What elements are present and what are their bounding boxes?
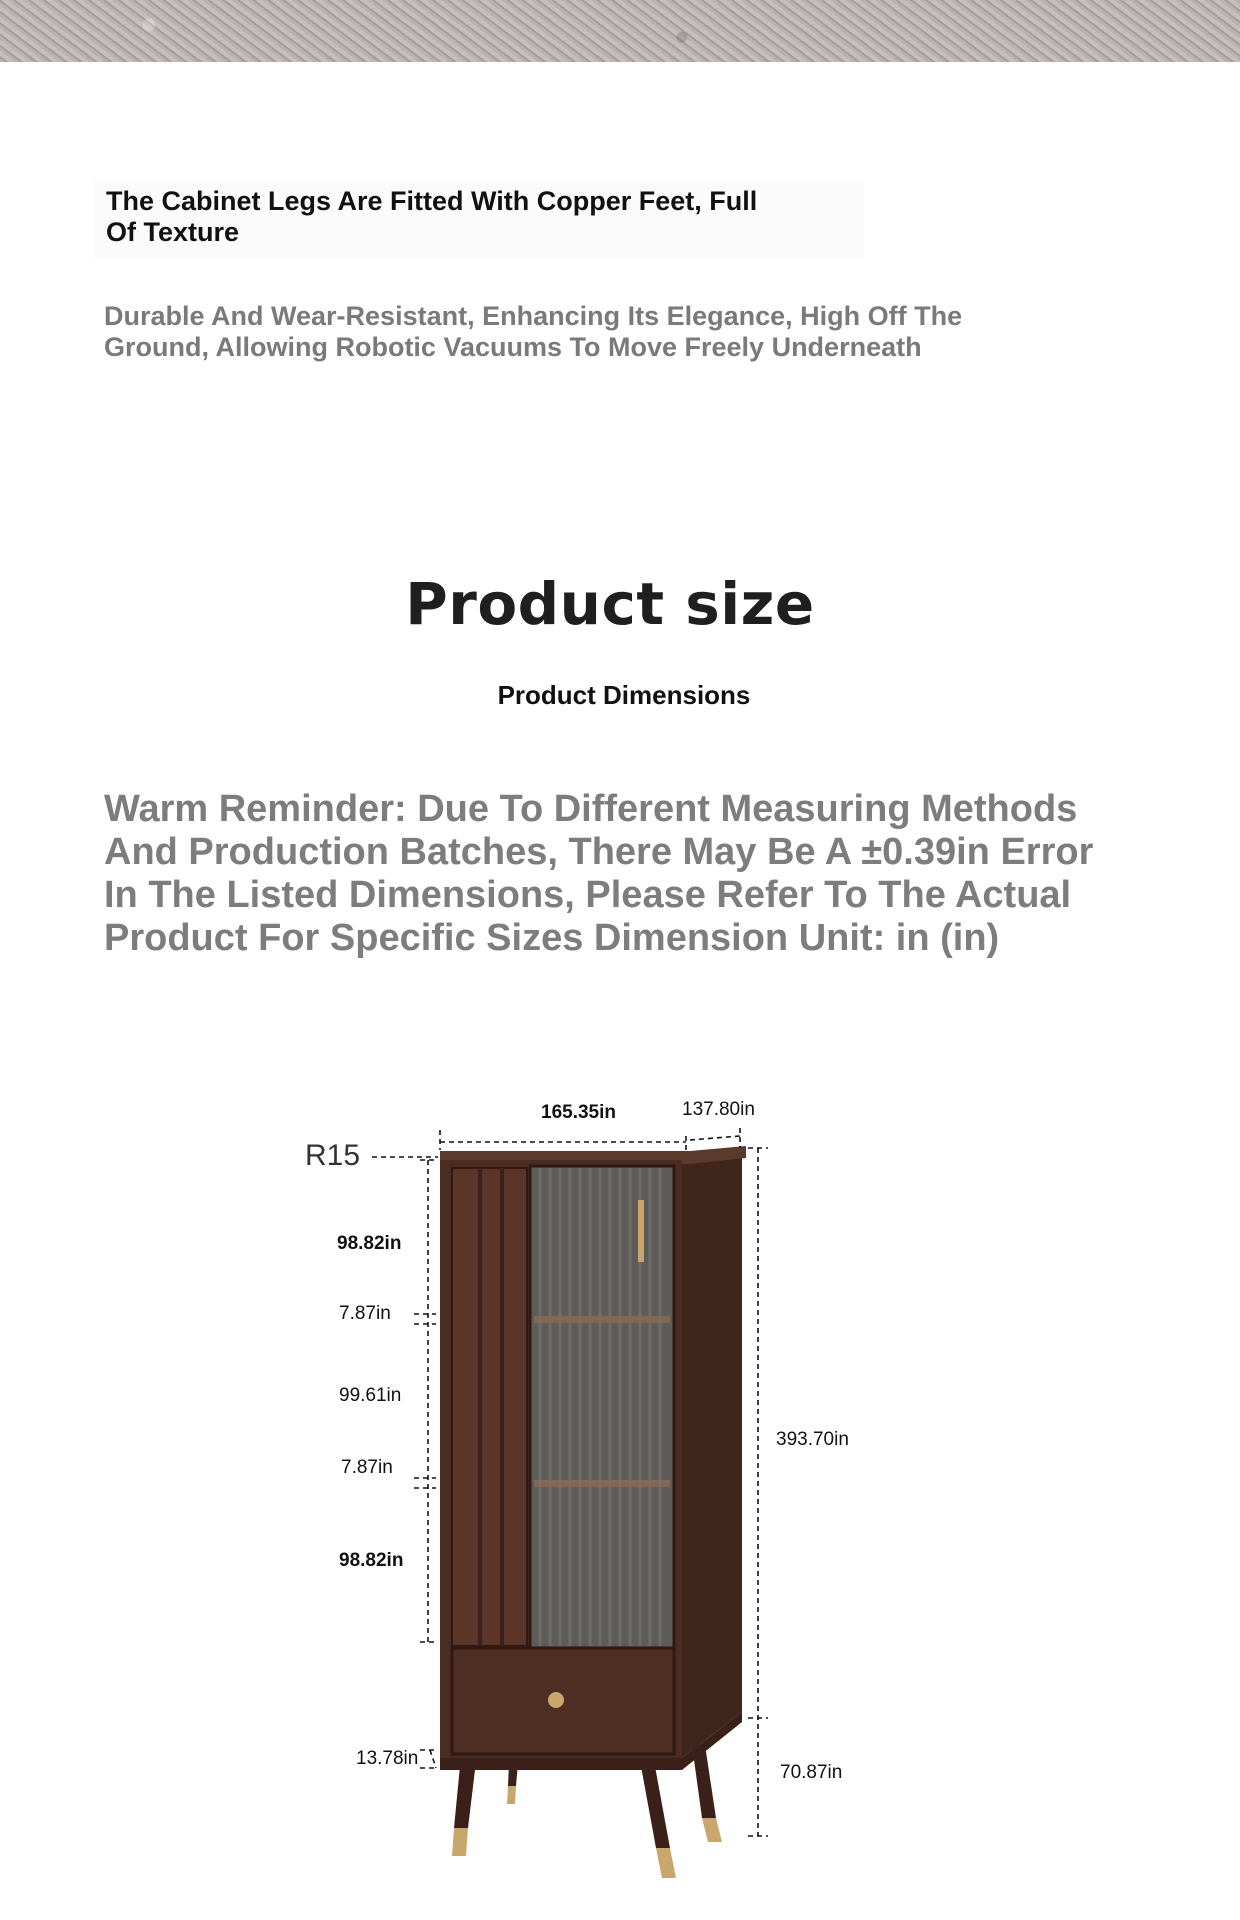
shelf-2-dimension: 7.87in <box>341 1457 393 1478</box>
lower-section-dimension: 98.82in <box>339 1550 404 1571</box>
glass-shelf-1 <box>534 1316 670 1323</box>
width-dimension: 165.35in <box>541 1102 616 1123</box>
base-thickness-dimension: 13.78in <box>356 1748 419 1769</box>
total-height-dimension: 393.70in <box>776 1429 849 1450</box>
drawer-knob <box>548 1692 564 1708</box>
warm-reminder-text: Warm Reminder: Due To Different Measuring Methods And Production Batches, There May Be A ±0.39in Error In The Listed Dimensions, Please Refer To The Actual Product For Specific Sizes Dimension Unit: in (in) <box>104 788 1094 959</box>
door-handle <box>638 1200 644 1262</box>
depth-dimension: 137.80in <box>682 1099 755 1120</box>
wood-door-panel <box>452 1168 527 1646</box>
top-section-dimension: 98.82in <box>337 1233 402 1254</box>
middle-section-dimension: 99.61in <box>339 1385 402 1406</box>
feature-heading: The Cabinet Legs Are Fitted With Copper Feet, Full Of Texture <box>106 186 758 247</box>
glass-shelf-2 <box>534 1480 670 1487</box>
fluted-glass-door <box>530 1166 674 1648</box>
feature-description: Durable And Wear-Resistant, Enhancing Its Elegance, High Off The Ground, Allowing Robotic Vacuums To Move Freely Underneath <box>104 301 963 362</box>
corner-radius-label: R15 <box>305 1139 361 1172</box>
shelf-1-dimension: 7.87in <box>339 1303 391 1324</box>
product-dimensions-subtitle: Product Dimensions <box>497 680 751 710</box>
leg-height-dimension: 70.87in <box>780 1762 843 1783</box>
product-size-title: Product size <box>405 570 815 638</box>
cabinet-side-panel <box>682 1154 742 1758</box>
